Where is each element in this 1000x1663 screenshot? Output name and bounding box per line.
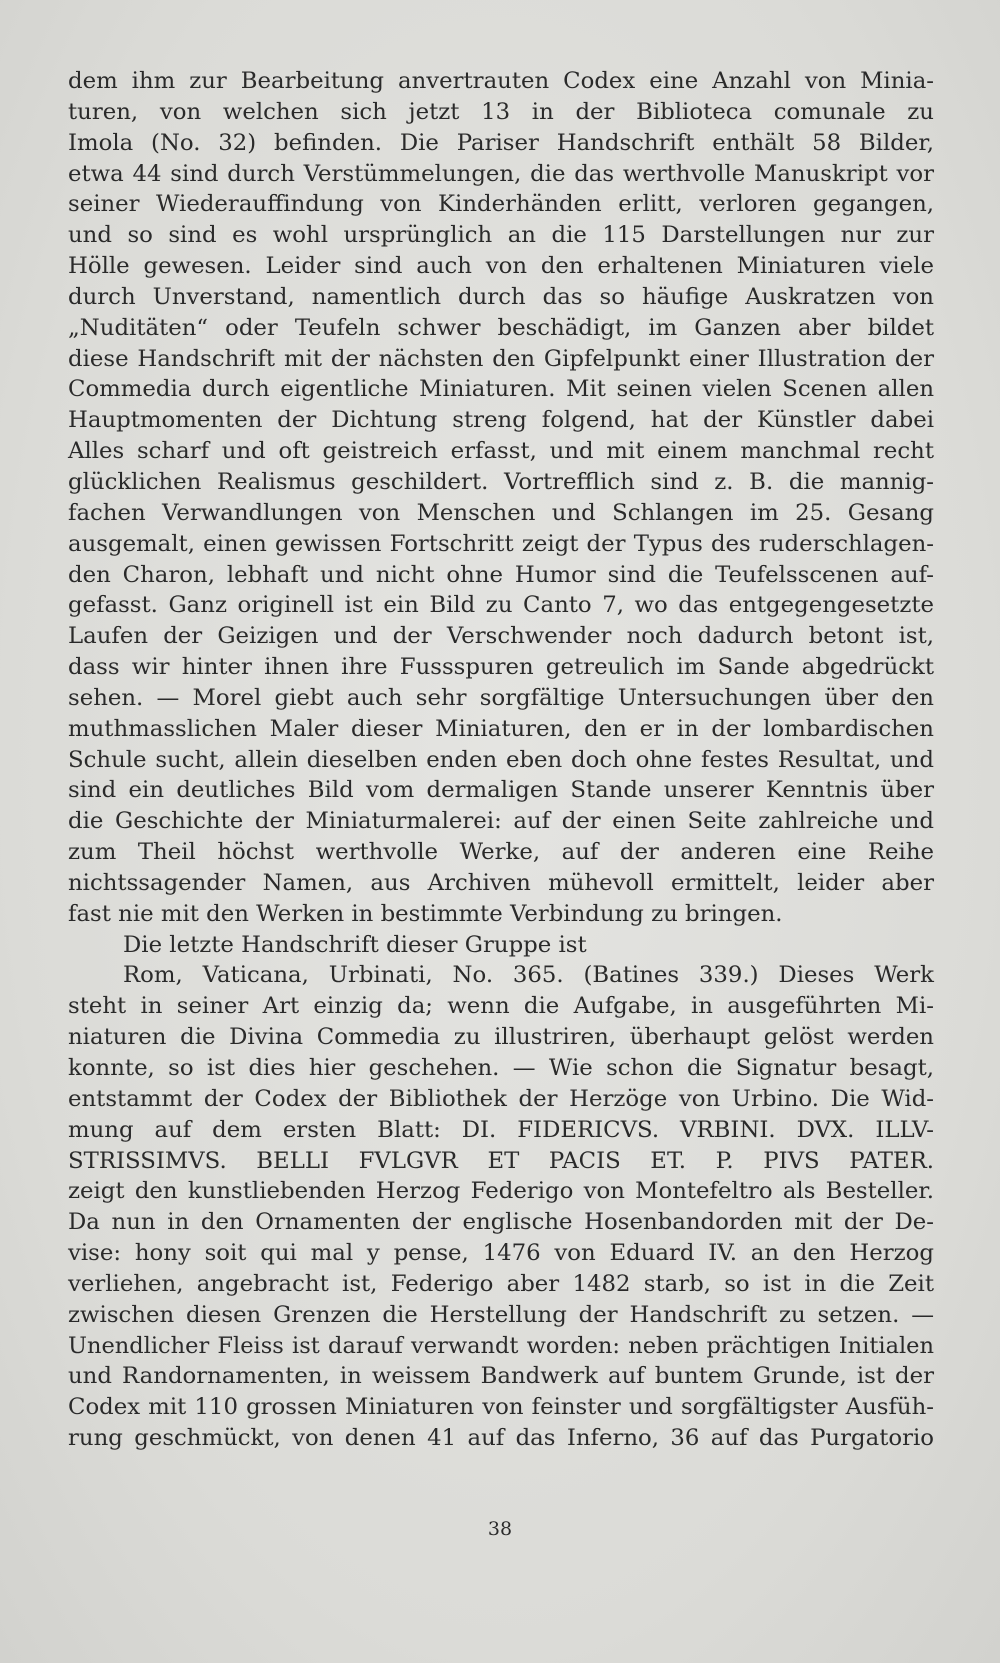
text-line: Codex mit 110 grossen Miniaturen von feinster und sorgfältigster Ausfüh- bbox=[68, 1394, 934, 1421]
text-line: sind ein deutliches Bild vom dermaligen Stande unserer Kenntnis über bbox=[68, 777, 934, 804]
text-line: zwischen diesen Grenzen die Herstellung der Handschrift zu setzen. — bbox=[68, 1301, 934, 1328]
text-line: und so sind es wohl ursprünglich an die 115 Darstellungen nur zur bbox=[68, 222, 934, 249]
text-line: dass wir hinter ihnen ihre Fussspuren getreulich im Sande abgedrückt bbox=[68, 654, 934, 681]
text-line: Hauptmomenten der Dichtung streng folgend, hat der Künstler dabei bbox=[68, 407, 934, 434]
text-line: steht in seiner Art einzig da; wenn die Aufgabe, in ausgeführten Mi- bbox=[68, 993, 934, 1020]
text-line: Imola (No. 32) befinden. Die Pariser Handschrift enthält 58 Bilder, bbox=[68, 129, 934, 156]
text-line: vise: hony soit qui mal y pense, 1476 von Eduard IV. an den Herzog bbox=[68, 1240, 934, 1267]
text-line: ausgemalt, einen gewissen Fortschritt zeigt der Typus des ruderschlagen- bbox=[68, 530, 934, 557]
text-line: Die letzte Handschrift dieser Gruppe ist bbox=[123, 931, 587, 958]
text-line: turen, von welchen sich jetzt 13 in der Biblioteca comunale zu bbox=[68, 98, 934, 125]
page-number: 38 bbox=[487, 1518, 513, 1540]
text-line: Alles scharf und oft geistreich erfasst, und mit einem manchmal recht bbox=[68, 438, 934, 465]
text-line: sehen. — Morel giebt auch sehr sorgfältige Untersuchungen über den bbox=[68, 684, 934, 711]
text-line: STRISSIMVS. BELLI FVLGVR ET PACIS ET. P. PIVS PATER. bbox=[68, 1147, 934, 1174]
text-line: Commedia durch eigentliche Miniaturen. Mit seinen vielen Scenen allen bbox=[68, 376, 934, 403]
text-line: rung geschmückt, von denen 41 auf das Inferno, 36 auf das Purgatorio bbox=[68, 1425, 934, 1452]
text-line: fachen Verwandlungen von Menschen und Schlangen im 25. Gesang bbox=[68, 499, 934, 526]
text-line: Laufen der Geizigen und der Verschwender noch dadurch betont ist, bbox=[68, 623, 934, 650]
text-line: den Charon, lebhaft und nicht ohne Humor sind die Teufelsscenen auf- bbox=[68, 561, 934, 588]
text-line: mung auf dem ersten Blatt: DI. FIDERICVS. VRBINI. DVX. ILLV- bbox=[68, 1116, 934, 1143]
text-line: und Randornamenten, in weissem Bandwerk auf buntem Grunde, ist der bbox=[68, 1363, 934, 1390]
text-line: glücklichen Realismus geschildert. Vortrefflich sind z. B. die mannig- bbox=[68, 468, 934, 495]
text-line: seiner Wiederauffindung von Kinderhänden erlitt, verloren gegangen, bbox=[68, 191, 934, 218]
body-text bbox=[68, 66, 934, 1454]
text-line: entstammt der Codex der Bibliothek der Herzöge von Urbino. Die Wid- bbox=[68, 1085, 934, 1112]
text-line: die Geschichte der Miniaturmalerei: auf der einen Seite zahlreiche und bbox=[68, 808, 934, 835]
text-line: muthmasslichen Maler dieser Miniaturen, den er in der lombardischen bbox=[68, 715, 934, 742]
text-line: „Nuditäten“ oder Teufeln schwer beschädigt, im Ganzen aber bildet bbox=[68, 314, 934, 341]
text-line: konnte, so ist dies hier geschehen. — Wie schon die Signatur besagt, bbox=[68, 1055, 934, 1081]
text-line: verliehen, angebracht ist, Federigo aber 1482 starb, so ist in die Zeit bbox=[68, 1270, 934, 1297]
text-line: dem ihm zur Bearbeitung anvertrauten Codex eine Anzahl von Minia- bbox=[68, 68, 934, 94]
text-line: fast nie mit den Werken in bestimmte Verbindung zu bringen. bbox=[68, 900, 783, 927]
text-line: etwa 44 sind durch Verstümmelungen, die das werthvolle Manuskript vor bbox=[68, 160, 934, 187]
text-line: diese Handschrift mit der nächsten den Gipfelpunkt einer Illustration der bbox=[68, 345, 934, 372]
text-line: durch Unverstand, namentlich durch das so häufige Auskratzen von bbox=[68, 283, 934, 310]
text-line: niaturen die Divina Commedia zu illustriren, überhaupt gelöst werden bbox=[68, 1024, 934, 1051]
text-line: Hölle gewesen. Leider sind auch von den erhaltenen Miniaturen viele bbox=[68, 253, 934, 280]
text-line: Da nun in den Ornamenten der englische Hosenbandorden mit der De- bbox=[68, 1209, 934, 1236]
text-line: Schule sucht, allein dieselben enden eben doch ohne festes Resultat, und bbox=[68, 746, 934, 773]
text-line: Rom, Vaticana, Urbinati, No. 365. (Batines 339.) Dieses Werk bbox=[123, 962, 934, 989]
text-line: nichtssagender Namen, aus Archiven mühevoll ermittelt, leider aber bbox=[68, 869, 934, 896]
text-line: zeigt den kunstliebenden Herzog Federigo von Montefeltro als Besteller. bbox=[68, 1178, 934, 1205]
text-line: Unendlicher Fleiss ist darauf verwandt worden: neben prächtigen Initialen bbox=[68, 1332, 934, 1359]
text-line: gefasst. Ganz originell ist ein Bild zu Canto 7, wo das entgegengesetzte bbox=[68, 592, 934, 619]
text-line: zum Theil höchst werthvolle Werke, auf der anderen eine Reihe bbox=[68, 839, 934, 866]
